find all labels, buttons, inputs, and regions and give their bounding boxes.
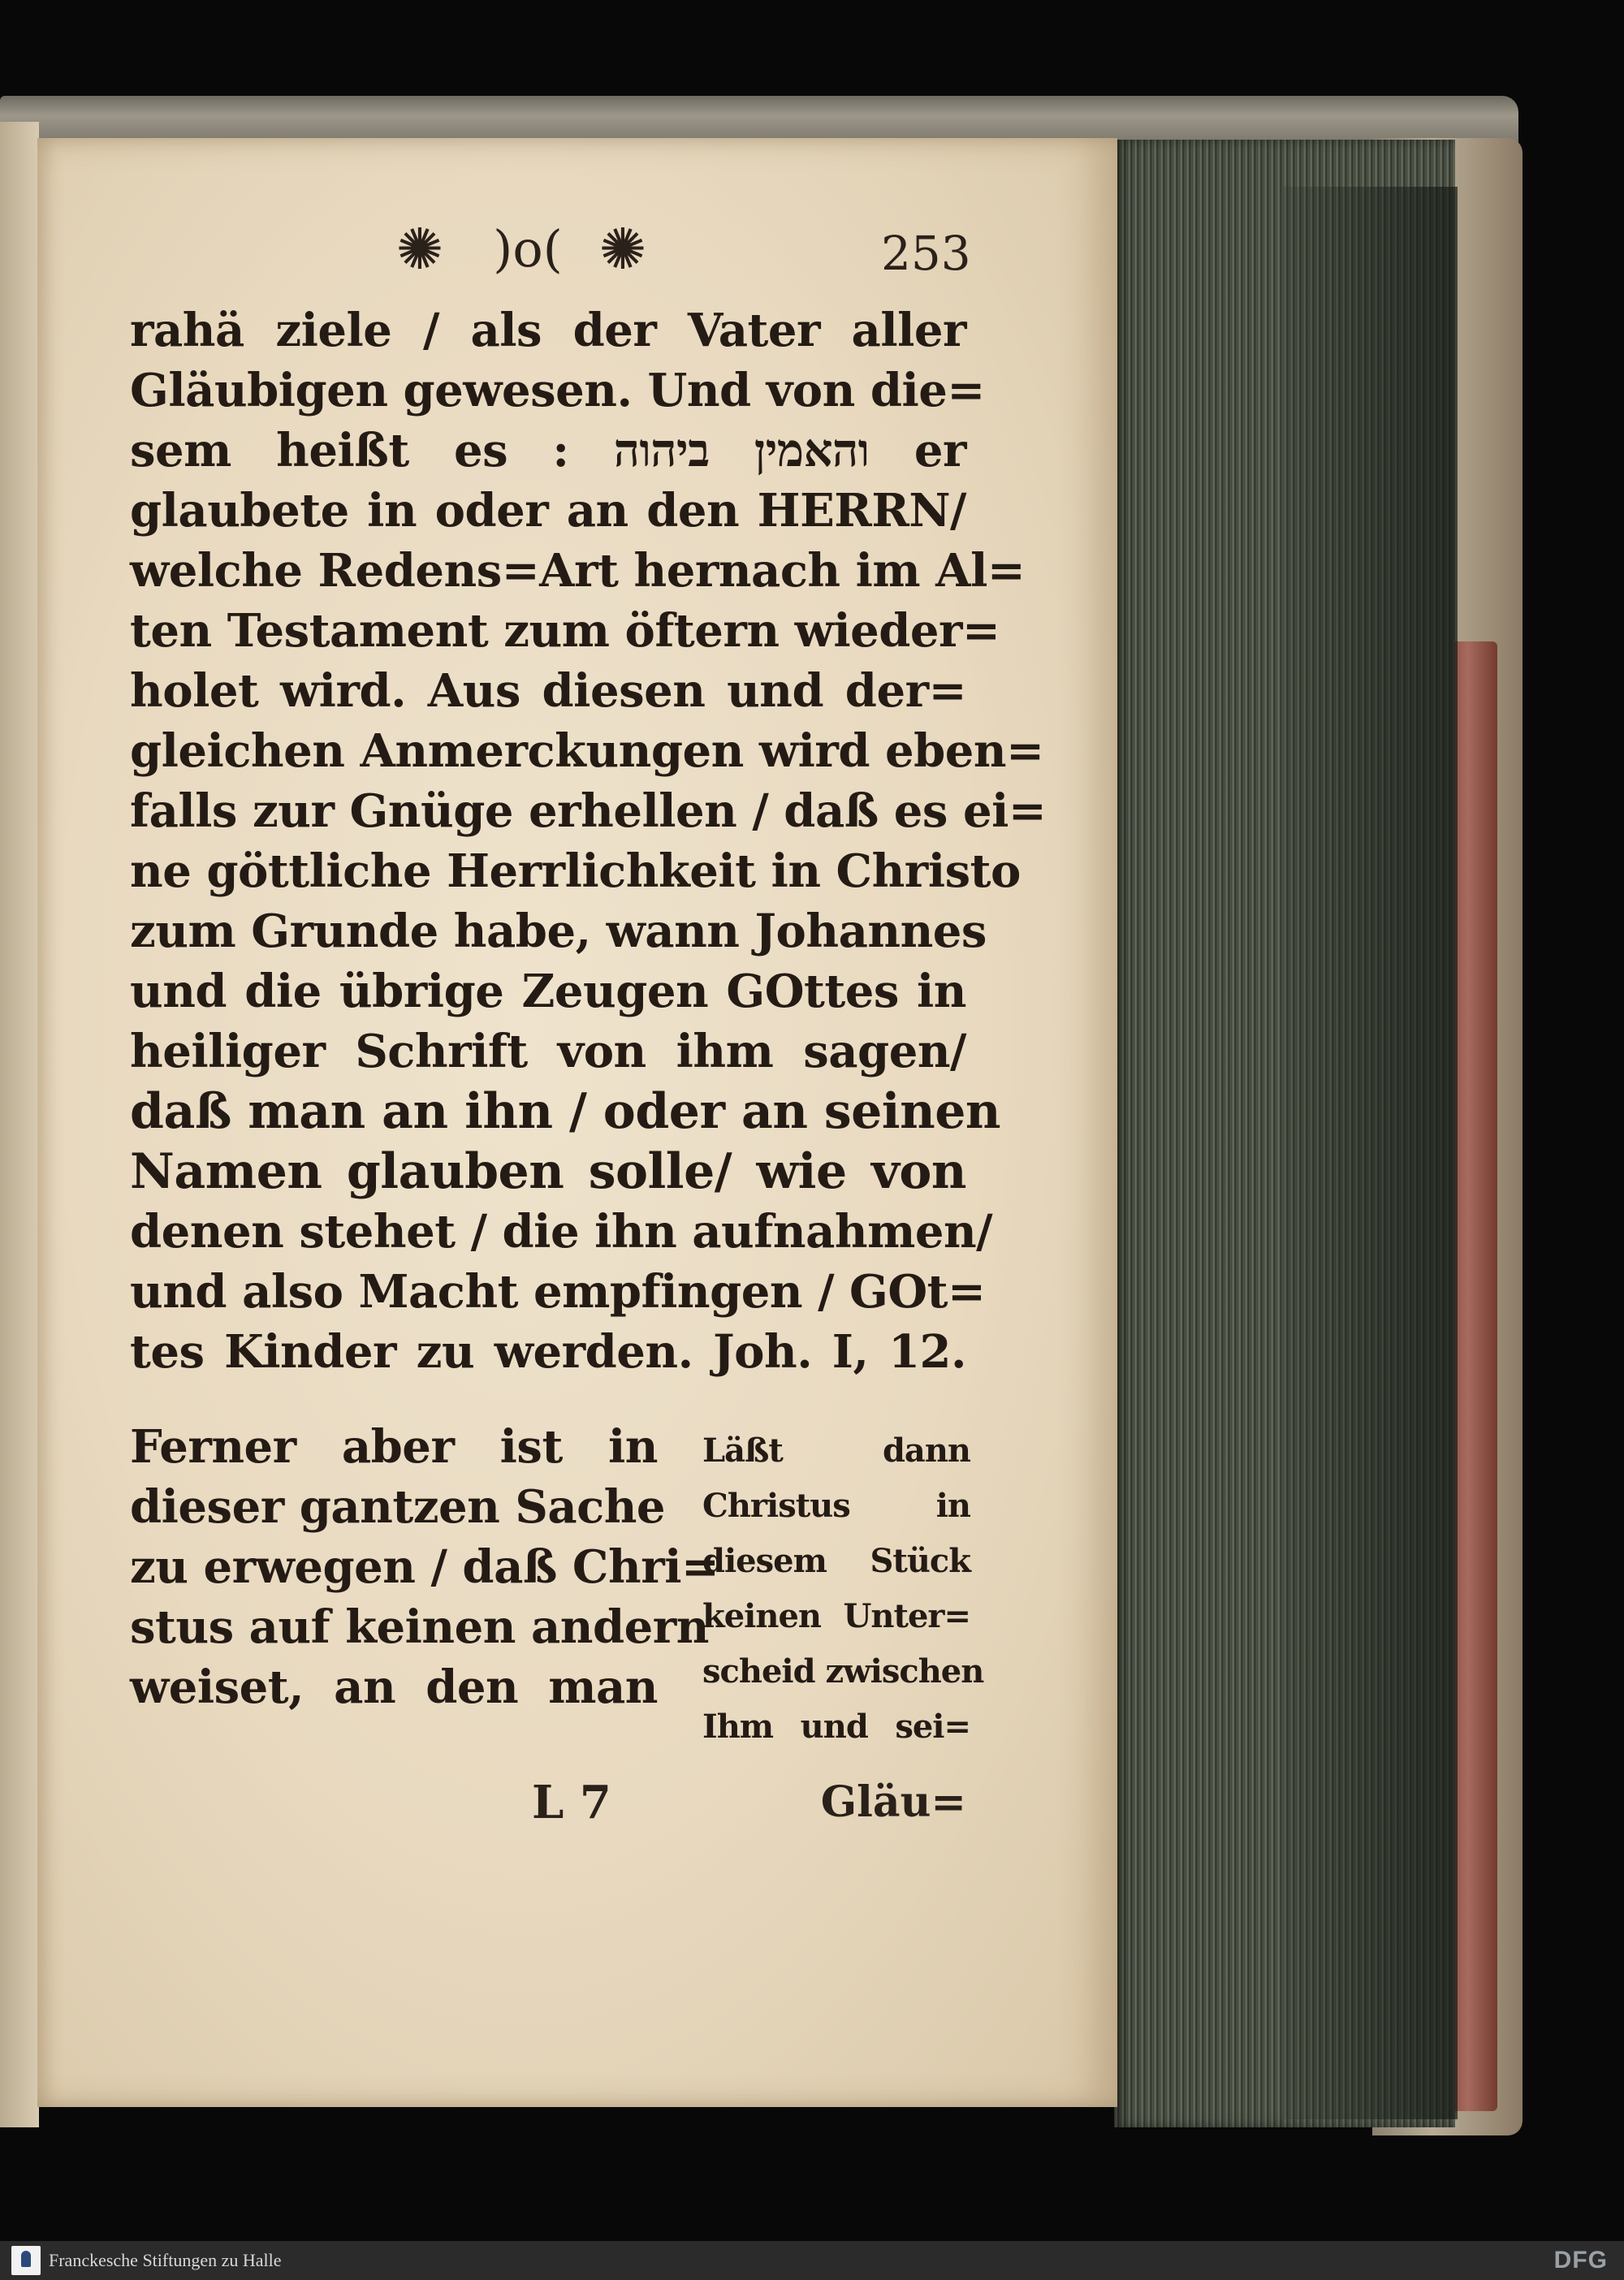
text-line: Namen glauben solle/ wie von (130, 1143, 966, 1200)
text-line: tes Kinder zu werden. Joh. I, 12. (130, 1325, 966, 1379)
text-line: Gläubigen gewesen. Und von die= (130, 364, 985, 417)
text-line: sem heißt es : והאמין ביהוה er (130, 424, 966, 477)
margin-note-line: Ihm und sei= (702, 1708, 970, 1746)
body-text (130, 300, 1047, 1382)
page-number: 253 (881, 226, 971, 281)
text-line: dieser gantzen Sache (130, 1480, 666, 1534)
institution-name: Franckesche Stiftungen zu Halle (49, 2250, 282, 2270)
facing-page-edge (0, 122, 39, 2127)
text-line: daß man an ihn / oder an seinen (130, 1083, 1000, 1140)
book-cover-top-edge (0, 96, 1518, 145)
margin-note-line: Läßt dann (702, 1431, 970, 1470)
text-line: zu erwegen / daß Chri= (130, 1540, 719, 1594)
flower-ornament-icon: ✺ (395, 216, 444, 283)
text-line: denen stehet / die ihn aufnahmen/ (130, 1205, 993, 1259)
text-line: Ferner aber ist in (130, 1420, 658, 1474)
text-line: glaubete in oder an den HERRN/ (130, 484, 966, 538)
dfg-badge[interactable]: DFG (1553, 2247, 1608, 2274)
text-line: weiset, an den man (130, 1660, 658, 1714)
signature-mark: L 7 (532, 1776, 611, 1829)
text-line: und die übrige Zeugen GOttes in (130, 965, 966, 1018)
text-with-margin-note (130, 1417, 984, 1774)
margin-note (702, 1423, 984, 1755)
text-line: stus auf keinen andern (130, 1600, 709, 1654)
page-footer (130, 1774, 966, 1839)
flower-ornament-icon: ✺ (598, 216, 647, 283)
margin-note-line: Christus in (702, 1487, 970, 1525)
text-line: und also Macht empfingen / GOt= (130, 1265, 986, 1319)
page-header (390, 216, 971, 284)
main-column (130, 1417, 719, 1717)
text-line: holet wird. Aus diesen und der= (130, 664, 966, 718)
text-line: heiliger Schrift von ihm sagen/ (130, 1025, 966, 1078)
catchword: Gläu= (820, 1777, 966, 1827)
page-block-shadow (1283, 187, 1458, 2119)
margin-note-line: scheid zwischen (702, 1652, 984, 1691)
margin-note-line: keinen Unter= (702, 1597, 970, 1635)
text-line: ne göttliche Herrlichkeit in Christo (130, 844, 1021, 898)
text-line: rahä ziele / als der Vater aller (130, 304, 966, 357)
text-line: gleichen Anmerckungen wird eben= (130, 724, 1044, 778)
institution-logo-icon[interactable] (11, 2246, 41, 2275)
header-separator: )o( (493, 219, 563, 279)
text-line: ten Testament zum öftern wieder= (130, 604, 1000, 658)
text-line: zum Grunde habe, wann Johannes (130, 905, 987, 958)
text-line: welche Redens=Art hernach im Al= (130, 544, 1026, 598)
margin-note-line: diesem Stück (702, 1542, 970, 1580)
viewer-bottom-bar (0, 2241, 1624, 2280)
text-line: falls zur Gnüge erhellen / daß es ei= (130, 784, 1047, 838)
